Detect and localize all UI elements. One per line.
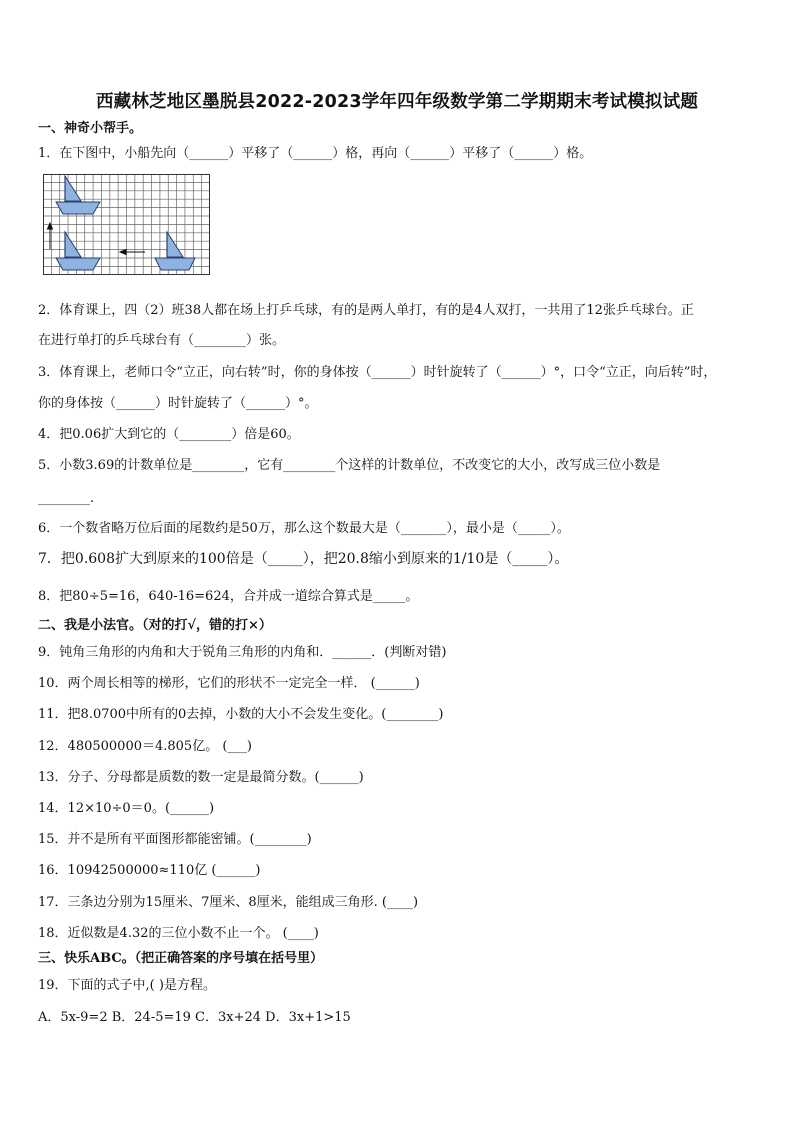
arrow-left-icon [120, 250, 145, 255]
question-15: 15．并不是所有平面图形都能密铺。(________) [38, 832, 312, 847]
question-4: 4．把0.06扩大到它的（________）倍是60。 [38, 427, 300, 442]
question-14: 14．12×10÷0＝0。(______) [38, 801, 215, 816]
question-18: 18．近似数是4.32的三位小数不止一个。 (____) [38, 926, 319, 941]
question-8: 8．把80÷5=16，640-16=624，合并成一道综合算式是_____。 [38, 589, 419, 604]
question-16: 16．10942500000≈110亿 (______) [38, 863, 261, 878]
arrow-up-icon [48, 223, 53, 249]
page-title: 西藏林芝地区墨脱县2022-2023学年四年级数学第二学期期末考试模拟试题 [95, 92, 699, 112]
question-10: 10．两个周长相等的梯形，它们的形状不一定完全一样． (______) [38, 676, 420, 691]
question-7: 7．把0.608扩大到原来的100倍是（_____），把20.8缩小到原来的1/10是（_____）。 [38, 551, 569, 567]
question-3-line-2: 你的身体按（______）时针旋转了（______）°。 [38, 396, 318, 411]
question-6: 6．一个数省略万位后面的尾数约是50万，那么这个数最大是（_______），最小是（_____）。 [38, 521, 570, 536]
section-heading-1: 一、神奇小帮手。 [38, 121, 143, 136]
boat-bottom-right-icon [155, 232, 195, 270]
question-5-line-1: 5．小数3.69的计数单位是________，它有________个这样的计数单位，不改变它的大小，改写成三位小数是 [38, 458, 661, 473]
question-12: 12．480500000＝4.805亿。 (___) [38, 739, 252, 754]
question-17: 17．三条边分别为15厘米、7厘米、8厘米，能组成三角形. (____) [38, 895, 419, 910]
question-19: 19．下面的式子中,( )是方程。 [38, 978, 216, 993]
question-19-options: A．5x-9=2 B．24-5=19 C．3x+24 D．3x+1>15 [38, 1010, 351, 1025]
question-9: 9．钝角三角形的内角和大于锐角三角形的内角和．______．(判断对错) [38, 645, 447, 660]
section-heading-2: 二、我是小法官。（对的打√，错的打×） [38, 618, 272, 633]
question-13: 13．分子、分母都是质数的数一定是最简分数。(______) [38, 770, 364, 785]
question-3-line-1: 3．体育课上，老师口令“立正，向右转”时，你的身体按（______）时针旋转了（______）°，口令“立正，向后转”时， [38, 365, 717, 380]
question-2-line-1: 2．体育课上，四（2）班38人都在场上打乒乓球，有的是两人单打，有的是4人双打，一共用了12张乒乓球台。正 [38, 303, 694, 318]
boat-grid-figure [43, 174, 211, 276]
question-11: 11．把8.0700中所有的0去掉，小数的大小不会发生变化。(________) [38, 707, 444, 722]
question-1: 1．在下图中，小船先向（______）平移了（______）格，再向（______）平移了（______）格。 [38, 146, 593, 161]
question-2-line-2: 在进行单打的乒乓球台有（________）张。 [38, 333, 286, 348]
section-heading-3: 三、快乐ABC。（把正确答案的序号填在括号里） [38, 951, 324, 966]
question-5-line-2: ________. [38, 491, 95, 506]
